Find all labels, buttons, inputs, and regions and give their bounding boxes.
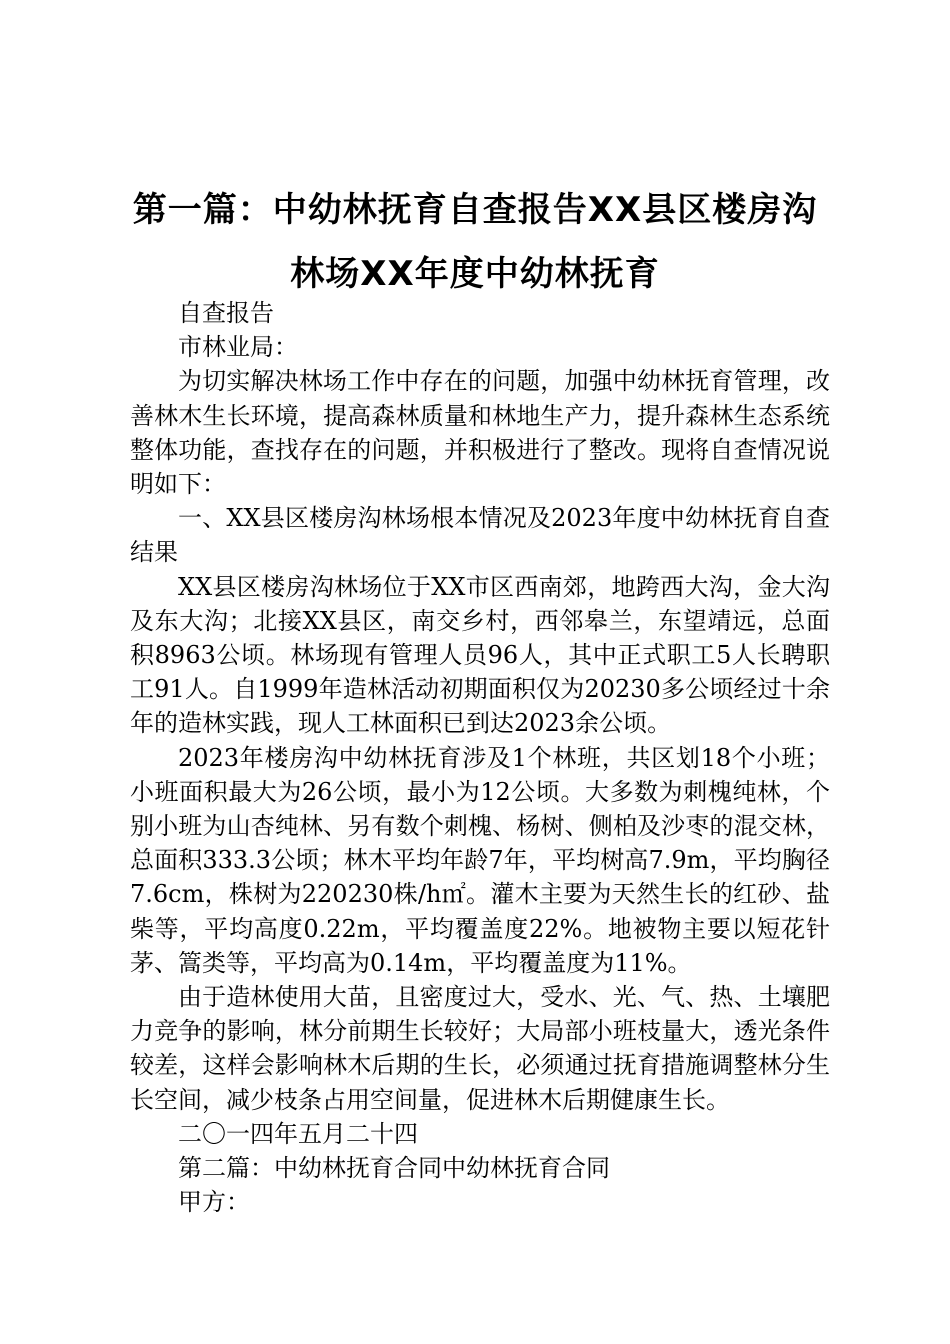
paragraph-heading: 自查报告 — [178, 299, 274, 327]
paragraph-recipient: 市林业局： — [178, 333, 298, 362]
paragraph-second-title: 第二篇：中幼林抚育合同中幼林抚育合同 — [178, 1154, 610, 1183]
paragraph-overview: XX县区楼房沟林场位于XX市区西南郊，地跨西大沟，金大沟及东大沟；北接XX县区，南交乡村，西邻皋兰，东望靖远，总面积8963公顷。林场现有管理人员96人，其中正式职工5人长聘职工91人。自1999年造林活动初期面积仅为20230多公顷经过十余年的造林实践，现人工林面积已到达2023余公顷。 — [130, 572, 830, 738]
paragraph-intro: 为切实解决林场工作中存在的问题，加强中幼林抚育管理，改善林木生长环境，提高森林质量和林地生产力，提升森林生态系统整体功能，查找存在的问题，并积极进行了整改。现将自查情况说明如下： — [130, 367, 830, 499]
title-line-1: 第一篇：中幼林抚育自查报告XX县区楼房沟 — [132, 190, 818, 230]
document-body — [130, 296, 830, 1219]
title-line-2: 林场XX年度中幼林抚育 — [290, 254, 660, 294]
paragraph-party-a: 甲方： — [178, 1188, 250, 1217]
paragraph-date: 二〇一四年五月二十四 — [178, 1119, 418, 1148]
paragraph-analysis: 由于造林使用大苗，且密度过大，受水、光、气、热、土壤肥力竞争的影响，林分前期生长较好；大局部小班枝量大，透光条件较差，这样会影响林木后期的生长，必须通过抚育措施调整林分生长空间，减少枝条占用空间量，促进林木后期健康生长。 — [130, 983, 830, 1114]
paragraph-section-heading: 一、XX县区楼房沟林场根本情况及2023年度中幼林抚育自查结果 — [130, 504, 830, 567]
paragraph-details: 2023年楼房沟中幼林抚育涉及1个林班，共区划18个小班；小班面积最大为26公顷，最小为12公顷。大多数为刺槐纯林，个别小班为山杏纯林、另有数个刺槐、杨树、侧柏及沙枣的混交林，总面积333.3公顷；林木平均年龄7年，平均树高7.9m，平均胸径7.6cm，株树为220230株/h㎡。灌木主要为天然生长的红砂、盐柴等，平均高度0.22m，平均覆盖度22%。地被物主要以短花针茅、篙类等，平均高为0.14m，平均覆盖度为11%。 — [130, 743, 830, 977]
document-title — [110, 178, 840, 306]
